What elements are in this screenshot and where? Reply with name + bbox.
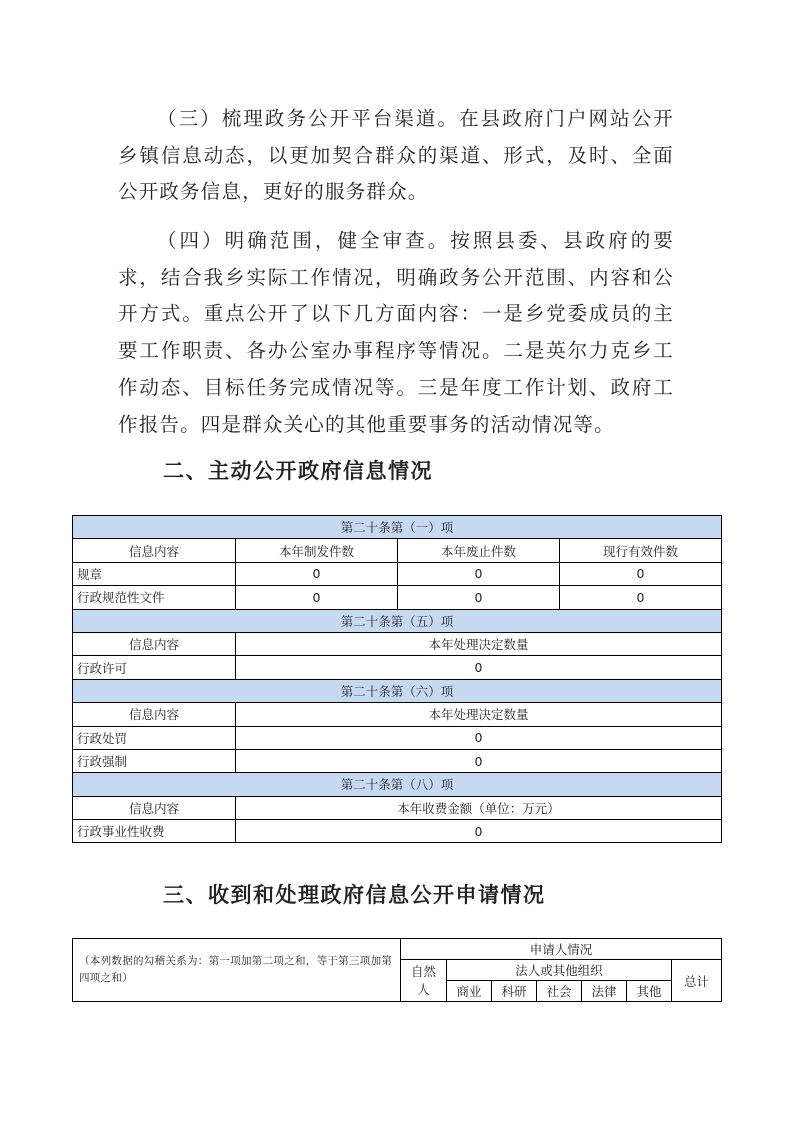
cell-value: 0	[236, 586, 398, 609]
header-row	[73, 632, 722, 655]
cell-value: 0	[560, 586, 722, 609]
natural-person-header	[401, 960, 447, 1002]
section-row	[73, 773, 722, 796]
subcolumn-header: 商业	[447, 981, 492, 1002]
table-row	[73, 726, 722, 749]
subcolumn-header: 其他	[627, 981, 672, 1002]
section-title: 第二十条第（六）项	[73, 679, 722, 702]
applicant-header: 申请人情况	[401, 939, 722, 960]
table-row	[73, 749, 722, 772]
column-header: 本年处理决定数量	[236, 703, 722, 726]
cell-value: 0	[236, 562, 398, 585]
section-row	[73, 679, 722, 702]
section-title: 第二十条第（八）项	[73, 773, 722, 796]
cell-value: 0	[236, 749, 722, 772]
cell-value: 0	[236, 656, 722, 679]
subcolumn-header: 社会	[537, 981, 582, 1002]
row-label: 规章	[73, 562, 236, 585]
cell-value: 0	[398, 562, 560, 585]
header-row	[73, 703, 722, 726]
column-header: 信息内容	[73, 539, 236, 562]
section-title: 第二十条第（一）项	[73, 516, 722, 539]
legal-entity-header: 法人或其他组织	[447, 960, 672, 981]
table-row	[73, 562, 722, 585]
paragraph-platform-channels: （三）梳理政务公开平台渠道。在县政府门户网站公开乡镇信息动态，以更加契合群众的渠道、形式，及时、全面公开政务信息，更好的服务群众。	[118, 107, 674, 204]
section-title: 第二十条第（五）项	[73, 609, 722, 632]
header-row	[73, 939, 722, 960]
subcolumn-header: 法律	[582, 981, 627, 1002]
cell-value: 0	[398, 586, 560, 609]
section-row	[73, 516, 722, 539]
column-header: 信息内容	[73, 703, 236, 726]
section-heading-active-disclosure: 二、主动公开政府信息情况	[163, 459, 433, 483]
row-label: 行政事业性收费	[73, 820, 236, 843]
requests-table	[72, 938, 722, 1002]
row-label: 行政强制	[73, 749, 236, 772]
column-header: 本年制发件数	[236, 539, 398, 562]
section-row	[73, 609, 722, 632]
section-heading-requests: 三、收到和处理政府信息公开申请情况	[163, 883, 546, 907]
active-disclosure-table	[72, 515, 722, 843]
table-row	[73, 820, 722, 843]
paragraph-scope-review: （四）明确范围，健全审查。按照县委、县政府的要求，结合我乡实际工作情况，明确政务公开范围、内容和公开方式。重点公开了以下几方面内容：一是乡党委成员的主要工作职责、各办公室办事程序等情况。二是英尔力克乡工作动态、目标任务完成情况等。三是年度工作计划、政府工作报告。四是群众关心的其他重要事务的活动情况等。	[118, 229, 674, 436]
cell-value: 0	[560, 562, 722, 585]
column-header: 本年废止件数	[398, 539, 560, 562]
cell-value: 0	[236, 820, 722, 843]
column-header: 现行有效件数	[560, 539, 722, 562]
column-header: 本年处理决定数量	[236, 632, 722, 655]
row-label: 行政规范性文件	[73, 586, 236, 609]
natural-person-label-b: 人	[417, 981, 430, 997]
column-header: 信息内容	[73, 632, 236, 655]
table-row	[73, 586, 722, 609]
column-header: 信息内容	[73, 796, 236, 819]
relation-note: （本列数据的勾稽关系为：第一项加第二项之和，等于第三项加第四项之和）	[73, 939, 401, 1002]
column-header: 本年收费金额（单位：万元）	[236, 796, 722, 819]
natural-person-label-a: 自然	[410, 963, 436, 979]
header-row	[73, 796, 722, 819]
table-row	[73, 656, 722, 679]
row-label: 行政许可	[73, 656, 236, 679]
header-row	[73, 539, 722, 562]
total-header: 总计	[672, 960, 722, 1002]
row-label: 行政处罚	[73, 726, 236, 749]
cell-value: 0	[236, 726, 722, 749]
subcolumn-header: 科研	[492, 981, 537, 1002]
